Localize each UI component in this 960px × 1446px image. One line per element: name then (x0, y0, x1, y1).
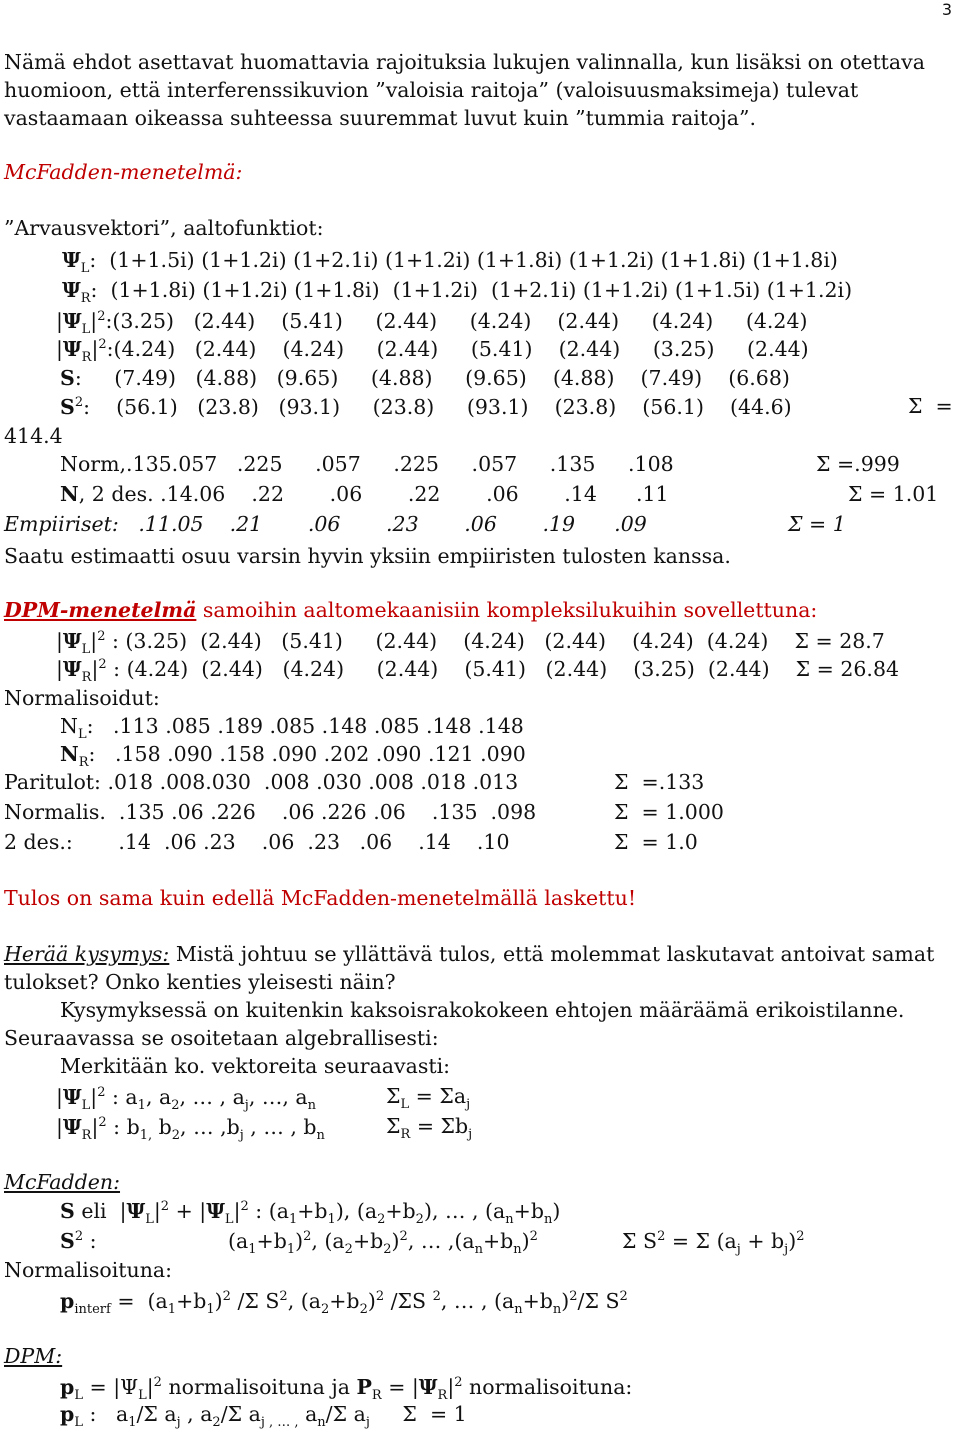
text-run: 2 (279, 1289, 288, 1304)
text-run: 2 (454, 1375, 463, 1390)
text-run: , …, a (248, 1084, 308, 1109)
text-run: DPM: (4, 1344, 63, 1368)
text-run: n (543, 1211, 553, 1227)
text-run: S (60, 394, 75, 419)
text-run: Ψ (62, 336, 82, 361)
text-run: Normalis. .135 .06 .226 .06 .226 .06 .135 .098 (4, 800, 537, 824)
text-run: eli | (74, 1198, 127, 1223)
text-run: +b (176, 1288, 207, 1313)
text-run: 2 (320, 1301, 330, 1317)
text-line (4, 52, 925, 73)
text-run: Σ =.999 (816, 452, 900, 476)
text-run: n (474, 1241, 483, 1257)
text-line (56, 630, 885, 656)
text-run: p (60, 1402, 75, 1426)
text-run: j (176, 1415, 181, 1431)
text-run: 2 (657, 1229, 666, 1244)
text-run: | (90, 628, 98, 653)
text-run: 2 (74, 1229, 84, 1244)
text-line (788, 514, 846, 535)
text-line (4, 108, 756, 129)
text-run: 1 (167, 1301, 177, 1317)
text-run: /ΣS (384, 1288, 433, 1313)
text-run: n (552, 1301, 562, 1317)
text-run: :(4.24) (2.44) (4.24) (2.44) (5.41) (2.44) (3.25) (2.44) (106, 336, 809, 361)
text-run: , … , b (243, 1114, 317, 1139)
text-run: | (153, 1198, 161, 1223)
text-run: , (a (311, 1228, 345, 1253)
text-run: S (60, 366, 75, 390)
text-run: Σ S (622, 1228, 658, 1253)
text-run: DPM-menetelmä (4, 598, 197, 622)
text-run: = (a (110, 1288, 168, 1313)
text-run: j (239, 1127, 244, 1143)
text-line (4, 1346, 62, 1367)
text-run: 2 (153, 1375, 162, 1390)
text-run: ), … , (a (423, 1198, 506, 1223)
text-run: : (56.1) (23.8) (93.1) (23.8) (93.1) (23.8) (56.1) (44.6) (83, 394, 792, 419)
text-run: 1 (288, 1211, 298, 1227)
text-run: huomioon, että interferenssikuvion ”valoisia raitoja” (valoisuusmaksimeja) tulevat (4, 78, 859, 102)
text-run: j , … , (260, 1415, 299, 1431)
text-line (4, 600, 817, 621)
text-line (60, 484, 669, 505)
text-line (614, 832, 698, 853)
text-run: samoihin aaltomekaanisiin kompleksilukuihin sovellettuna: (196, 598, 818, 622)
text-run: vastaamaan oikeassa suhteessa suuremmat luvut kuin ”tummia raitoja”. (4, 106, 757, 130)
text-run: R (81, 1127, 92, 1143)
text-run: L (81, 321, 91, 337)
text-run: j (466, 1097, 471, 1113)
text-run: : (1+1.5i) (1+1.2i) (1+2.1i) (1+1.2i) (1+1.8i) (1+1.2i) (1+1.8i) (1+1.8i) (89, 248, 838, 272)
text-run: /Σ S (230, 1288, 280, 1313)
text-run: ) (788, 1228, 797, 1253)
text-run: | (56, 1114, 63, 1139)
text-run: 1 (248, 1241, 257, 1257)
text-run: = Σa (409, 1084, 467, 1108)
text-run: : (83, 1228, 97, 1253)
text-run: 2 (383, 1241, 392, 1257)
text-run: 2 (160, 1199, 170, 1214)
text-line (614, 772, 704, 793)
text-run: /Σ S (577, 1288, 620, 1313)
text-run: Tulos on sama kuin edellä McFadden-menetelmällä laskettu! (4, 886, 637, 910)
text-run: : (3.25) (2.44) (5.41) (2.44) (4.24) (2.44) (4.24) (4.24) Σ = 28.7 (105, 628, 885, 653)
text-run: ) (521, 1228, 530, 1253)
text-line (848, 484, 938, 505)
text-run: 2 (97, 1085, 106, 1100)
text-run: | (91, 1114, 99, 1139)
text-run: L (138, 1387, 147, 1403)
text-line (60, 368, 790, 389)
text-line (4, 832, 510, 853)
text-line (60, 1000, 904, 1021)
text-run: | (90, 1084, 98, 1109)
text-run: = Σ (a (665, 1228, 737, 1253)
text-run: : (a (248, 1198, 289, 1223)
text-run: L (400, 1097, 410, 1113)
text-run: Saatu estimaatti osuu varsin hyvin yksiin empiiristen tulosten kanssa. (4, 544, 731, 568)
text-run: p (60, 1288, 75, 1313)
text-run: n (514, 1301, 523, 1317)
text-line (56, 338, 809, 364)
text-run: 2 (415, 1211, 424, 1227)
text-line (60, 1230, 97, 1251)
text-run: | (56, 308, 63, 333)
text-run: 2 (74, 395, 84, 410)
text-run: 2 (375, 1289, 385, 1304)
text-line (4, 688, 160, 709)
text-run: j (784, 1241, 789, 1257)
text-run: Σ (386, 1114, 401, 1138)
text-run: McFadden: (4, 1170, 121, 1194)
text-line (60, 1290, 628, 1316)
text-run: | (233, 1198, 241, 1223)
text-run: Σ =.133 (614, 770, 705, 794)
text-run: : a (82, 1402, 129, 1426)
text-run: = | (381, 1374, 419, 1399)
text-run: , … ,(a (407, 1228, 475, 1253)
text-run: +b (482, 1228, 514, 1253)
text-run: Σ = 1.01 (848, 482, 939, 506)
text-run: 2 (98, 1115, 107, 1130)
text-run: 414.4 (4, 424, 63, 448)
text-line (4, 972, 396, 993)
text-line (908, 396, 953, 417)
text-run: /Σ a (220, 1402, 261, 1426)
text-run: | (91, 336, 99, 361)
text-run: Mistä johtuu se yllättävä tulos, että molemmat laskutavat antoivat samat (169, 942, 935, 966)
text-run: ) (295, 1228, 304, 1253)
text-run: , … , a (179, 1084, 245, 1109)
text-run: p (60, 1374, 75, 1399)
text-line (228, 1230, 538, 1256)
text-run: Ψ (62, 248, 81, 272)
text-run: (a (228, 1228, 249, 1253)
text-run: Σ = 1 (369, 1402, 467, 1426)
text-run: R (80, 291, 91, 307)
text-run: | (56, 628, 63, 653)
text-run: j (736, 1241, 741, 1257)
text-run: , 2 des. .14.06 .22 .06 .22 .06 .14 .11 (78, 482, 669, 506)
text-run: N (60, 714, 78, 738)
text-run: 2 (98, 337, 107, 352)
text-run: ) (561, 1288, 570, 1313)
text-run: R (437, 1387, 448, 1403)
text-run: 1 (206, 1301, 215, 1317)
text-run: +b (513, 1198, 544, 1223)
text-run: | (56, 656, 63, 681)
text-run: Merkitään ko. vektoreita seuraavasti: (60, 1054, 451, 1078)
text-run: R (400, 1127, 411, 1143)
text-run: Herää kysymys: (4, 942, 170, 966)
text-run: 2 (399, 1229, 408, 1244)
text-run: 2 (171, 1127, 181, 1143)
text-run: j (365, 1415, 370, 1431)
text-run: Σ = 1.000 (614, 800, 724, 824)
text-run: Kysymyksessä on kuitenkin kaksoisrakokokeen ehtojen määräämä erikoistilanne. (60, 998, 905, 1022)
text-line (622, 1230, 804, 1256)
text-run: | (56, 336, 63, 361)
text-run: j (468, 1127, 473, 1143)
text-line (4, 80, 858, 101)
text-run: 1 (128, 1415, 137, 1431)
text-run: Σ = (908, 394, 953, 418)
text-line (4, 888, 636, 909)
text-run: /Σ a (136, 1402, 177, 1426)
text-run: 1 (137, 1097, 146, 1113)
text-line (4, 1028, 439, 1049)
text-line (4, 1260, 172, 1281)
text-run: Ψ (62, 308, 82, 333)
text-run: 2 (796, 1229, 805, 1244)
text-run: Nämä ehdot asettavat huomattavia rajoituksia lukujen valinnalla, kun lisäksi on otettava (4, 50, 925, 74)
text-run: , … , (a (440, 1288, 515, 1313)
text-run: : .158 .090 .158 .090 .202 .090 .121 .090 (88, 742, 526, 766)
text-run: : (1+1.8i) (1+1.2i) (1+1.8i) (1+1.2i) (1+2.1i) (1+1.2i) (1+1.5i) (1+1.2i) (90, 278, 853, 302)
text-run: n (307, 1097, 316, 1113)
text-run: | (447, 1374, 455, 1399)
text-run: /Σ a (325, 1402, 366, 1426)
text-run: tulokset? Onko kenties yleisesti näin? (4, 970, 396, 994)
text-run: Σ = 1 (788, 512, 846, 536)
text-line (60, 1200, 560, 1226)
text-run: R (81, 669, 92, 685)
text-run: 2 (240, 1199, 249, 1214)
text-run: 2 (303, 1229, 312, 1244)
text-run: 1 (327, 1211, 336, 1227)
text-line (4, 218, 323, 239)
text-line (60, 1056, 450, 1077)
text-run: Σ = 1.0 (614, 830, 698, 854)
text-line (4, 772, 518, 793)
text-run: a (298, 1402, 318, 1426)
text-line (60, 454, 674, 475)
text-line (4, 426, 63, 447)
text-run: P (356, 1374, 372, 1399)
text-run: ) (367, 1288, 376, 1313)
text-line (4, 514, 647, 535)
text-run: + | (169, 1198, 207, 1223)
text-run: 2 (569, 1289, 578, 1304)
text-run: Normalisoidut: (4, 686, 160, 710)
text-run: Ψ (126, 1198, 146, 1223)
text-run: ) (391, 1228, 400, 1253)
text-line (56, 1086, 316, 1112)
text-run: L (224, 1211, 234, 1227)
text-run: 2 (619, 1289, 628, 1304)
text-run: 2 (222, 1289, 231, 1304)
text-run: :(3.25) (2.44) (5.41) (2.44) (4.24) (2.44) (4.24) (4.24) (105, 308, 808, 333)
text-run: 1 (286, 1241, 296, 1257)
text-run: Ψ (418, 1374, 438, 1399)
text-run: +b (256, 1228, 287, 1253)
text-run: n (316, 1127, 325, 1143)
text-run: ) (214, 1288, 223, 1313)
text-run: 1, (139, 1127, 153, 1143)
text-run: : b (106, 1114, 140, 1139)
text-line (4, 162, 242, 183)
text-run: Ψ (62, 628, 82, 653)
text-run: : a (105, 1084, 138, 1109)
page-number: 3 (941, 0, 952, 19)
text-run: j (244, 1097, 249, 1113)
text-run: = |Ψ (82, 1374, 139, 1399)
text-run: +b (297, 1198, 328, 1223)
text-run: Ψ (206, 1198, 225, 1223)
text-line (816, 454, 900, 475)
text-run: , (a (287, 1288, 321, 1313)
text-run: L (81, 1097, 91, 1113)
text-run: Seuraavassa se osoitetaan algebrallisesti: (4, 1026, 439, 1050)
text-run: N (60, 742, 79, 766)
text-run: R (81, 349, 92, 365)
text-run: R (371, 1387, 382, 1403)
text-run: | (146, 1374, 154, 1399)
text-line (62, 280, 852, 305)
text-run: 2 (529, 1229, 538, 1244)
text-run: +b (522, 1288, 553, 1313)
text-line (4, 546, 731, 567)
text-run: 2 (344, 1241, 353, 1257)
text-run: interf (74, 1301, 111, 1317)
text-run: Paritulot: .018 .008.030 .008 .030 .008 .018 .013 (4, 770, 519, 794)
text-run: S (60, 1198, 75, 1223)
text-run: : (7.49) (4.88) (9.65) (4.88) (9.65) (4.88) (7.49) (6.68) (74, 366, 790, 390)
text-run: : (4.24) (2.44) (4.24) (2.44) (5.41) (2.44) (3.25) (2.44) Σ = 26.84 (106, 656, 900, 681)
text-line (386, 1086, 470, 1111)
text-run: 2 (432, 1289, 441, 1304)
text-run: L (145, 1211, 154, 1227)
text-run: McFadden-menetelmä: (4, 160, 243, 184)
text-run: 2 (212, 1415, 221, 1431)
text-run: + b (740, 1228, 785, 1253)
text-line (60, 1404, 467, 1429)
text-line (62, 250, 838, 275)
text-run: : .113 .085 .189 .085 .148 .085 .148 .148 (86, 714, 524, 738)
text-run: Norm,.135.057 .225 .057 .225 .057 .135 .108 (60, 452, 674, 476)
text-line (60, 744, 526, 769)
text-run: Ψ (62, 1084, 82, 1109)
text-run: Ψ (62, 1114, 82, 1139)
text-run: normalisoituna: (462, 1374, 633, 1399)
text-line (4, 944, 934, 965)
text-line (614, 802, 724, 823)
text-run: L (80, 261, 90, 277)
text-run: , a (145, 1084, 172, 1109)
text-line (60, 716, 524, 741)
text-run: b (152, 1114, 172, 1139)
text-run: , … ,b (180, 1114, 240, 1139)
text-run: ) (552, 1198, 561, 1223)
text-run: n (513, 1241, 522, 1257)
text-run: R (78, 755, 89, 771)
text-run: ”Arvausvektori”, aaltofunktiot: (4, 216, 324, 240)
text-run: | (56, 1084, 63, 1109)
text-run: n (505, 1211, 514, 1227)
text-run: 2 (377, 1211, 386, 1227)
text-run: +b (352, 1228, 384, 1253)
text-run: N (60, 482, 79, 506)
text-run: Σ (386, 1084, 401, 1108)
text-run: 2 des.: .14 .06 .23 .06 .23 .06 .14 .10 (4, 830, 510, 854)
text-line (4, 1172, 120, 1193)
text-line (60, 1376, 632, 1402)
text-run: 2 (98, 657, 107, 672)
text-line (56, 310, 808, 336)
text-run: normalisoituna ja (161, 1374, 357, 1399)
text-line (56, 658, 899, 684)
text-run: Ψ (62, 656, 82, 681)
text-run: = Σb (410, 1114, 469, 1138)
text-run: +b (385, 1198, 416, 1223)
text-run: | (91, 656, 99, 681)
text-run: S (60, 1228, 75, 1253)
text-run: ), (a (335, 1198, 378, 1223)
text-line (56, 1116, 325, 1142)
text-run: L (74, 1387, 83, 1403)
text-run: L (81, 641, 91, 657)
text-run: 2 (97, 629, 106, 644)
text-run: Normalisoituna: (4, 1258, 173, 1282)
text-run: 2 (171, 1097, 180, 1113)
text-run: Ψ (62, 278, 81, 302)
text-run: L (74, 1415, 83, 1431)
text-run: 2 (359, 1301, 368, 1317)
text-line (60, 396, 792, 417)
text-run: 2 (97, 309, 106, 324)
text-run: +b (329, 1288, 360, 1313)
text-run: L (77, 727, 87, 743)
text-line (4, 802, 536, 823)
text-run: , a (180, 1402, 213, 1426)
text-run: | (90, 308, 98, 333)
text-line (386, 1116, 472, 1141)
text-run: Empiiriset: .11.05 .21 .06 .23 .06 .19 .09 (4, 512, 647, 536)
text-run: n (317, 1415, 326, 1431)
